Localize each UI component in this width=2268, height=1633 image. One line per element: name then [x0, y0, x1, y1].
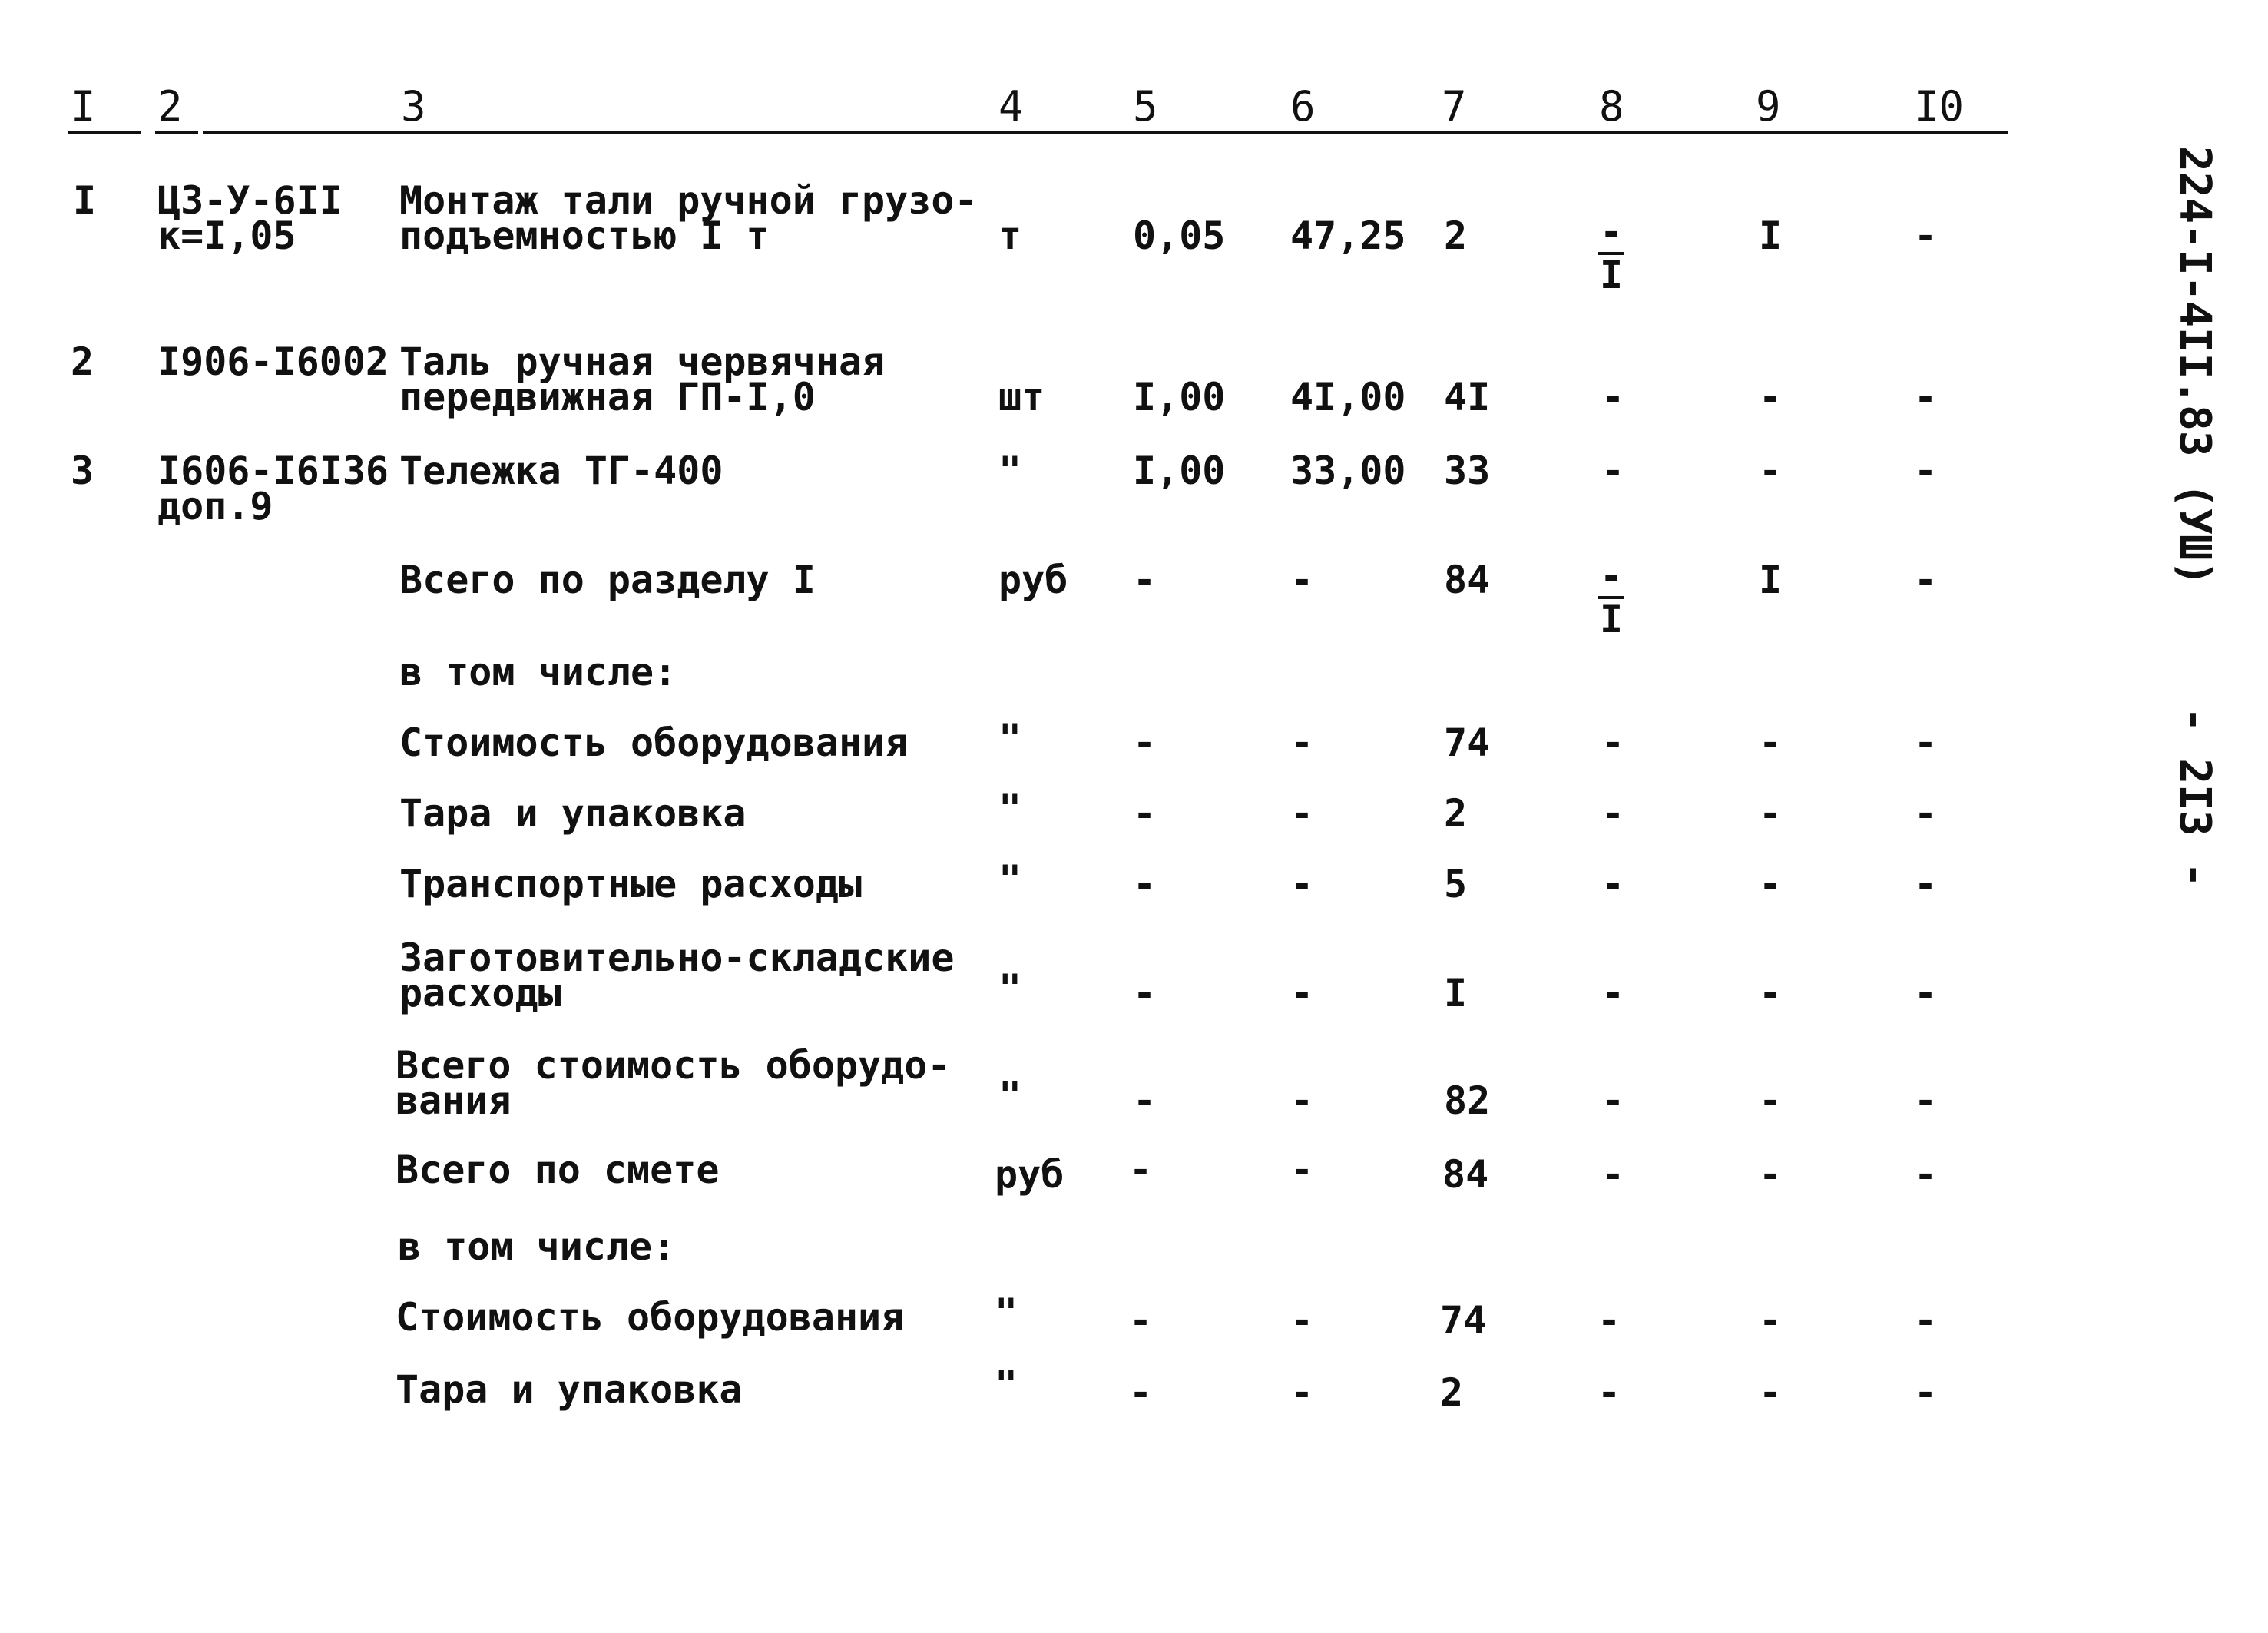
row-price: -: [1290, 971, 1314, 1015]
fraction-bottom: I: [1599, 597, 1624, 641]
row-col8: -: [1601, 1152, 1625, 1197]
row-total: 2: [1444, 791, 1468, 836]
header-col4: 4: [998, 82, 1024, 131]
row-unit: ": [998, 716, 1022, 760]
row-unit: ": [998, 1074, 1022, 1118]
row-total: I: [1444, 971, 1468, 1015]
row-name-cont: расходы: [399, 971, 561, 1015]
row-unit: ": [995, 1363, 1018, 1407]
row-col8: -: [1601, 375, 1625, 419]
row-qty: -: [1129, 1370, 1153, 1415]
row-number: 3: [71, 449, 94, 493]
row-price: -: [1290, 1078, 1314, 1123]
row-col9: -: [1759, 791, 1783, 836]
row-qty: -: [1133, 862, 1157, 906]
row-total: 4I: [1444, 375, 1491, 419]
row-number: I: [73, 178, 97, 223]
row-name: в том числе:: [398, 1224, 676, 1269]
row-unit: ": [998, 857, 1022, 902]
row-name: Транспортные расходы: [399, 862, 863, 906]
row-code-coef: к=I,05: [157, 214, 296, 258]
row-price: 33,00: [1290, 449, 1406, 493]
row-code: I606-I6I36: [157, 449, 389, 493]
row-price: -: [1290, 558, 1314, 602]
row-col10: -: [1914, 862, 1938, 906]
row-name: Всего стоимость оборудо-: [396, 1043, 951, 1088]
row-col8: -: [1601, 971, 1625, 1015]
row-name: Всего по разделу I: [399, 558, 816, 602]
row-col8-fraction: [1596, 554, 1627, 641]
row-unit: ": [995, 1290, 1018, 1335]
header-col5: 5: [1133, 82, 1158, 131]
row-name: Стоимость оборудования: [396, 1295, 905, 1340]
row-price: 47,25: [1290, 214, 1406, 258]
row-total: 74: [1440, 1298, 1487, 1343]
row-name-cont: передвижная ГП-I,0: [399, 375, 816, 419]
row-unit: руб: [995, 1152, 1064, 1197]
row-qty: -: [1133, 720, 1157, 765]
header-col6: 6: [1290, 82, 1316, 131]
row-total: 82: [1444, 1078, 1491, 1123]
row-col8: -: [1598, 1370, 1621, 1415]
fraction-bottom: I: [1599, 253, 1624, 297]
row-name-cont: вания: [396, 1078, 512, 1123]
row-col9: I: [1759, 558, 1783, 602]
row-unit: т: [998, 214, 1022, 258]
row-col9: -: [1759, 375, 1783, 419]
row-col9: -: [1759, 449, 1783, 493]
header-col1: I: [71, 82, 96, 131]
row-code-supplement: доп.9: [157, 484, 273, 528]
row-col10: -: [1914, 214, 1938, 258]
header-rule-1: [68, 131, 141, 134]
row-unit: шт: [998, 375, 1045, 419]
row-col10: -: [1914, 558, 1938, 602]
row-col10: -: [1914, 1078, 1938, 1123]
row-price: -: [1290, 720, 1314, 765]
row-total: 84: [1444, 558, 1491, 602]
row-name: Тележка ТГ-400: [399, 449, 723, 493]
header-col7: 7: [1442, 82, 1467, 131]
row-col9: I: [1759, 214, 1783, 258]
row-col9: -: [1759, 1078, 1783, 1123]
row-qty: -: [1133, 558, 1157, 602]
row-qty: I,00: [1133, 375, 1226, 419]
row-qty: -: [1129, 1148, 1153, 1192]
row-price: -: [1290, 1148, 1314, 1192]
row-name: Всего по смете: [396, 1148, 720, 1192]
row-price: 4I,00: [1290, 375, 1406, 419]
row-col9: -: [1759, 720, 1783, 765]
row-name: Таль ручная червячная: [399, 340, 886, 384]
row-col10: -: [1914, 1298, 1938, 1343]
row-col9: -: [1759, 1298, 1783, 1343]
row-name: Монтаж тали ручной грузо-: [399, 178, 978, 223]
row-name: в том числе:: [399, 650, 677, 694]
row-col9: -: [1759, 971, 1783, 1015]
header-col3: 3: [401, 82, 426, 131]
header-col2: 2: [157, 82, 183, 131]
row-qty: -: [1133, 1078, 1157, 1123]
row-col8: -: [1601, 1078, 1625, 1123]
row-total: 33: [1444, 449, 1491, 493]
page-number: - 2I3 -: [2170, 707, 2220, 889]
row-total: 74: [1444, 720, 1491, 765]
row-unit: ": [998, 787, 1022, 831]
row-unit: ": [998, 449, 1022, 493]
header-col8: 8: [1599, 82, 1624, 131]
row-col9: -: [1759, 1370, 1783, 1415]
row-name: Стоимость оборудования: [399, 720, 909, 765]
row-col10: -: [1914, 449, 1938, 493]
row-col10: -: [1914, 1152, 1938, 1197]
row-qty: -: [1129, 1298, 1153, 1343]
row-price: -: [1290, 862, 1314, 906]
row-col8: -: [1601, 449, 1625, 493]
fraction-top: -: [1599, 554, 1624, 598]
row-number: 2: [71, 340, 94, 384]
row-price: -: [1290, 1298, 1314, 1343]
row-name: Тара и упаковка: [396, 1367, 743, 1412]
row-col10: -: [1914, 375, 1938, 419]
row-col10: -: [1914, 791, 1938, 836]
row-qty: I,00: [1133, 449, 1226, 493]
row-total: 5: [1444, 862, 1468, 906]
row-qty: 0,05: [1133, 214, 1226, 258]
row-total: 84: [1442, 1152, 1489, 1197]
row-unit: руб: [998, 558, 1068, 602]
row-price: -: [1290, 1370, 1314, 1415]
header-rule-2: [155, 131, 198, 134]
header-col10: I0: [1914, 82, 1965, 131]
row-unit: ": [998, 966, 1022, 1011]
row-col8-fraction: [1596, 210, 1627, 297]
row-name-cont: подъемностью I т: [399, 214, 770, 258]
row-col8: -: [1601, 862, 1625, 906]
row-col8: -: [1601, 791, 1625, 836]
row-col10: -: [1914, 1370, 1938, 1415]
row-name: Заготовительно-складские: [399, 936, 955, 980]
row-price: -: [1290, 791, 1314, 836]
row-name: Тара и упаковка: [399, 791, 747, 836]
document-code: 224-I-4II.83 (УШ): [2170, 146, 2220, 587]
row-qty: -: [1133, 971, 1157, 1015]
row-qty: -: [1133, 791, 1157, 836]
header-rule-main: [203, 131, 2008, 134]
row-col10: -: [1914, 720, 1938, 765]
row-code: ЦЗ-У-6II: [157, 178, 343, 223]
row-col8: -: [1601, 720, 1625, 765]
row-col9: -: [1759, 1152, 1783, 1197]
row-code: I906-I6002: [157, 340, 389, 384]
row-col9: -: [1759, 862, 1783, 906]
fraction-top: -: [1599, 210, 1624, 254]
row-col8: -: [1598, 1298, 1621, 1343]
row-total: 2: [1440, 1370, 1464, 1415]
row-total: 2: [1444, 214, 1468, 258]
header-col9: 9: [1756, 82, 1781, 131]
row-col10: -: [1914, 971, 1938, 1015]
